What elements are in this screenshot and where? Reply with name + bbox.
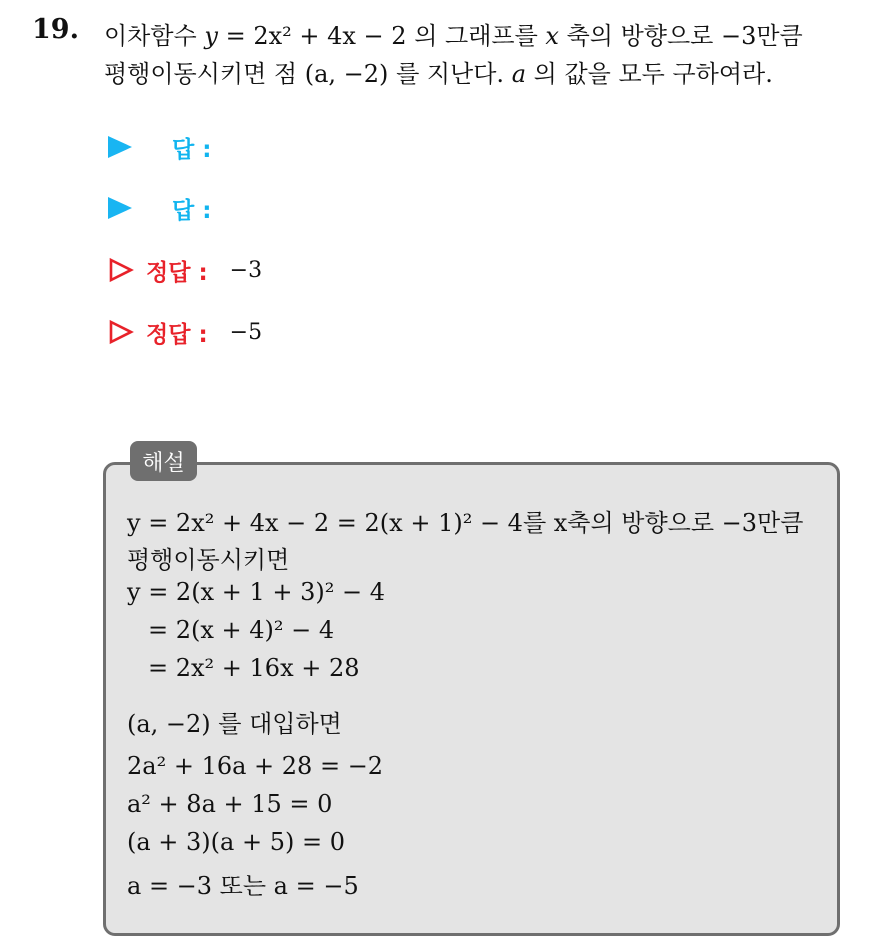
equation-rest: = 2x² + 4x − 2 (225, 22, 407, 50)
question-line2-prefix: 평행이동시키면 점 (104, 60, 298, 88)
correct-answer-value: −3 (229, 257, 263, 283)
solution-line-10: a = −3 또는 a = −5 (127, 872, 359, 900)
correct-answer-row-2 (108, 315, 262, 349)
answer-row-1[interactable] (108, 130, 211, 164)
question-suffix: 축의 방향으로 −3만큼 (566, 22, 803, 50)
correct-answer-value: −5 (229, 319, 263, 345)
answer-label: 답 : (172, 136, 212, 163)
outline-arrow-icon (108, 257, 134, 283)
solution-tab: 해설 (130, 441, 197, 481)
answer-label: 답 : (172, 197, 212, 224)
solution-line-7: 2a² + 16a + 28 = −2 (127, 752, 384, 780)
solution-line-6: (a, −2) 를 대입하면 (127, 710, 342, 738)
outline-arrow-icon (108, 319, 134, 345)
correct-answer-label: 정답 : (146, 259, 208, 286)
solution-line-1: y = 2x² + 4x − 2 = 2(x + 1)² − 4를 x축의 방향으로 −3만큼 (127, 509, 804, 537)
solution-line-5: = 2x² + 16x + 28 (148, 654, 360, 682)
var-x: x (545, 22, 559, 50)
answer-row-2[interactable] (108, 191, 211, 225)
play-arrow-icon (108, 197, 132, 219)
question-line2-mid: 를 지난다. (396, 60, 505, 88)
solution-line-4: = 2(x + 4)² − 4 (148, 616, 335, 644)
question-text-line-1 (104, 16, 803, 51)
question-prefix: 이차함수 (104, 22, 197, 50)
question-mid: 의 그래프를 (414, 22, 538, 50)
correct-answer-label: 정답 : (146, 321, 208, 348)
question-line2-suffix: 의 값을 모두 구하여라. (533, 60, 773, 88)
point-coordinates: (a, −2) (304, 60, 389, 88)
solution-line-2: 평행이동시키면 (127, 546, 290, 574)
question-number: 19. (32, 14, 79, 45)
solution-line-8: a² + 8a + 15 = 0 (127, 790, 333, 818)
equation-y: y (204, 22, 218, 50)
correct-answer-row-1 (108, 253, 262, 287)
solution-line-3: y = 2(x + 1 + 3)² − 4 (127, 578, 385, 606)
var-a: a (511, 60, 527, 88)
solution-line-9: (a + 3)(a + 5) = 0 (127, 828, 345, 856)
question-text-line-2 (104, 54, 773, 89)
play-arrow-icon (108, 136, 132, 158)
